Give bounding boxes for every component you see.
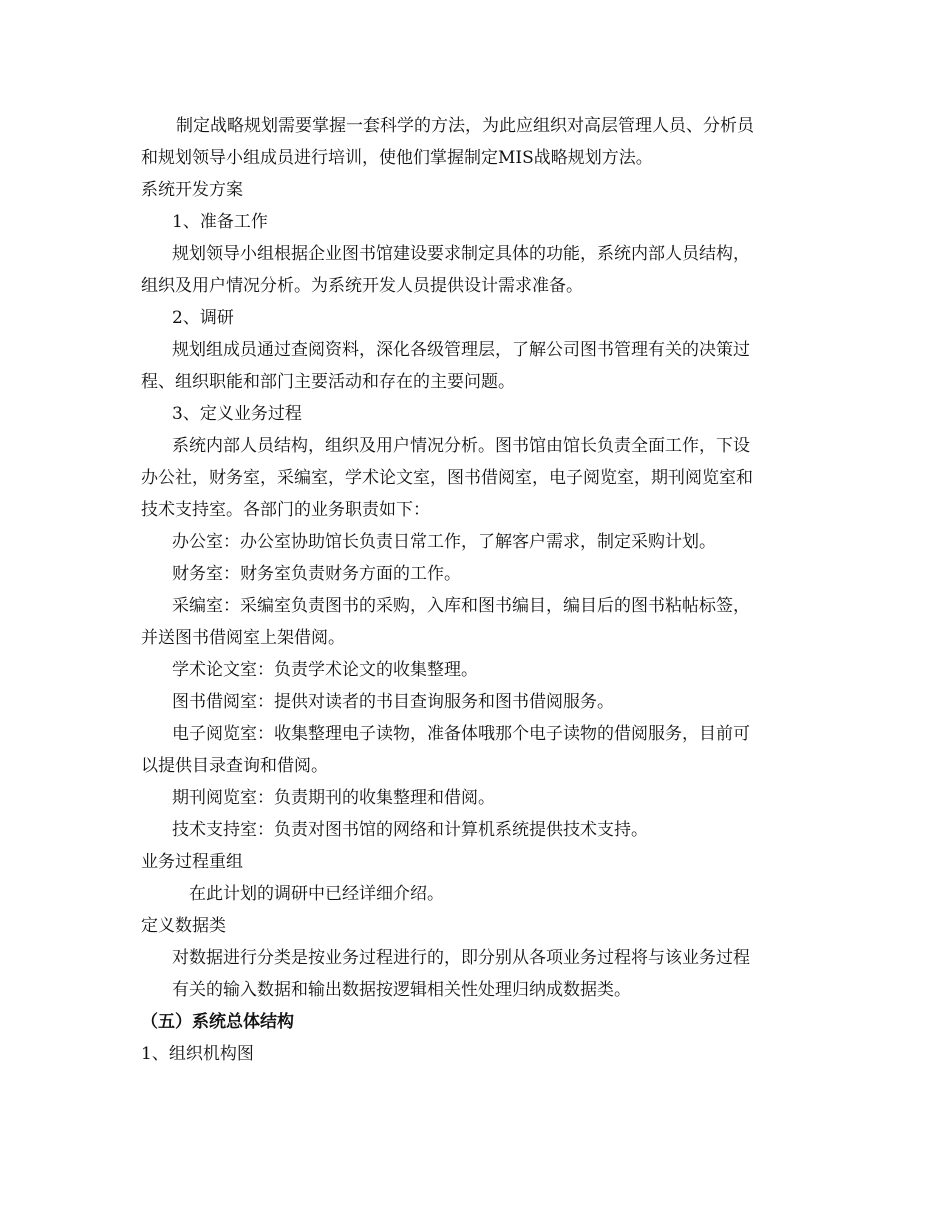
paragraph-line-8: 办公社，财务室，采编室，学术论文室，图书借阅室，电子阅览室，期刊阅览室和 — [141, 468, 753, 488]
duty-editing-1: 采编室：采编室负责图书的采购，入库和图书编目，编目后的图书粘帖标签， — [172, 596, 750, 616]
paragraph-line-11: 对数据进行分类是按业务过程进行的，即分别从各项业务过程将与该业务过程 — [172, 948, 750, 968]
section-heading-data-classes: 定义数据类 — [141, 916, 226, 936]
subheading-research: 2、调研 — [172, 308, 234, 328]
duty-tech-support: 技术支持室：负责对图书馆的网络和计算机系统提供技术支持。 — [172, 820, 648, 840]
paragraph-line-5: 规划组成员通过查阅资料，深化各级管理层，了解公司图书管理有关的决策过 — [172, 340, 750, 360]
duty-periodicals: 期刊阅览室：负责期刊的收集整理和借阅。 — [172, 788, 495, 808]
chapter-heading-overall-structure: （五）系统总体结构 — [141, 1012, 294, 1032]
paragraph-line-3: 规划领导小组根据企业图书馆建设要求制定具体的功能，系统内部人员结构， — [172, 244, 750, 264]
paragraph-line-1: 制定战略规划需要掌握一套科学的方法，为此应组织对高层管理人员、分析员 — [176, 116, 754, 136]
paragraph-line-7: 系统内部人员结构，组织及用户情况分析。图书馆由馆长负责全面工作，下设 — [172, 436, 750, 456]
subheading-prep-work: 1、准备工作 — [172, 212, 268, 232]
paragraph-line-10: 在此计划的调研中已经详细介绍。 — [189, 884, 444, 904]
paragraph-line-2: 和规划领导小组成员进行培训，使他们掌握制定MIS战略规划方法。 — [141, 148, 653, 168]
duty-finance: 财务室：财务室负责财务方面的工作。 — [172, 564, 461, 584]
duty-thesis: 学术论文室：负责学术论文的收集整理。 — [172, 660, 478, 680]
duty-e-reading-1: 电子阅览室：收集整理电子读物，准备体哦那个电子读物的借阅服务，目前可 — [172, 724, 750, 744]
duty-editing-2: 并送图书借阅室上架借阅。 — [141, 628, 345, 648]
subheading-define-process: 3、定义业务过程 — [172, 404, 302, 424]
section-heading-dev-plan: 系统开发方案 — [141, 180, 243, 200]
paragraph-line-12: 有关的输入数据和输出数据按逻辑相关性处理归纳成数据类。 — [172, 980, 631, 1000]
paragraph-line-4: 组织及用户情况分析。为系统开发人员提供设计需求准备。 — [141, 276, 583, 296]
subheading-org-chart: 1、组织机构图 — [141, 1044, 254, 1064]
duty-e-reading-2: 以提供目录查询和借阅。 — [141, 756, 328, 776]
paragraph-line-6: 程、组织职能和部门主要活动和存在的主要问题。 — [141, 372, 515, 392]
duty-lending: 图书借阅室：提供对读者的书目查询服务和图书借阅服务。 — [172, 692, 614, 712]
duty-office: 办公室：办公室协助馆长负责日常工作，了解客户需求，制定采购计划。 — [172, 532, 716, 552]
paragraph-line-9: 技术支持室。各部门的业务职责如下： — [141, 500, 430, 520]
section-heading-reengineering: 业务过程重组 — [141, 852, 243, 872]
